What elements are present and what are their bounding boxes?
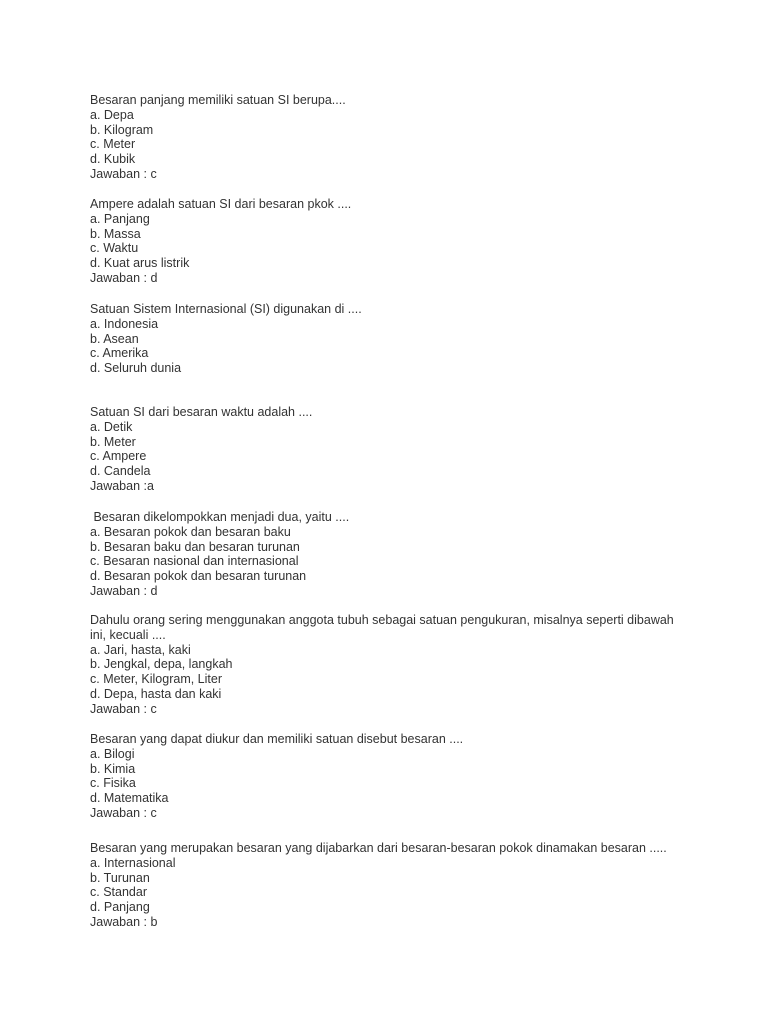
option-b: b. Asean [90, 331, 139, 346]
question-block-7 [90, 732, 750, 821]
question-text: Satuan SI dari besaran waktu adalah .... [90, 405, 313, 419]
option-a: a. Bilogi [90, 746, 135, 761]
option-a: a. Depa [90, 107, 134, 122]
option-a: a. Besaran pokok dan besaran baku [90, 524, 291, 539]
option-d: d. Panjang [90, 900, 150, 915]
option-c: c. Standar [90, 885, 147, 900]
question-text: Besaran panjang memiliki satuan SI berupa.... [90, 93, 346, 107]
question-text: Ampere adalah satuan SI dari besaran pkok .... [90, 197, 352, 211]
option-b: b. Kilogram [90, 122, 154, 137]
question-block-6 [90, 613, 750, 717]
option-d: d. Depa, hasta dan kaki [90, 686, 222, 701]
option-b: b. Jengkal, depa, langkah [90, 657, 233, 672]
option-c: c. Ampere [90, 449, 147, 464]
option-c: c. Meter [90, 137, 136, 152]
option-d: d. Matematika [90, 791, 169, 806]
answer-text: Jawaban : d [90, 270, 158, 285]
question-block-5 [90, 510, 750, 599]
answer-text: Jawaban : c [90, 701, 157, 716]
question-text: Dahulu orang sering menggunakan anggota tubuh sebagai satuan pengukuran, misalnya seperti dibawah [90, 613, 674, 627]
option-b: b. Turunan [90, 870, 150, 885]
option-d: d. Kubik [90, 152, 136, 167]
option-a: a. Jari, hasta, kaki [90, 642, 191, 657]
answer-text: Jawaban : d [90, 583, 158, 598]
option-c: c. Besaran nasional dan internasional [90, 554, 299, 569]
question-text: Besaran yang merupakan besaran yang dijabarkan dari besaran-besaran pokok dinamakan besaran ..... [90, 841, 667, 855]
question-block-1 [90, 93, 750, 182]
option-b: b. Meter [90, 434, 136, 449]
question-text: Besaran dikelompokkan menjadi dua, yaitu .... [90, 510, 350, 524]
option-d: d. Besaran pokok dan besaran turunan [90, 569, 307, 584]
option-d: d. Seluruh dunia [90, 361, 182, 376]
option-b: b. Kimia [90, 761, 136, 776]
option-a: a. Panjang [90, 211, 150, 226]
question-text-continued: ini, kecuali .... [90, 627, 166, 642]
answer-text: Jawaban : b [90, 914, 158, 929]
option-c: c. Waktu [90, 241, 139, 256]
answer-text: Jawaban : c [90, 166, 157, 181]
answer-text: Jawaban :a [90, 478, 154, 493]
answer-text: Jawaban : c [90, 805, 157, 820]
option-a: a. Indonesia [90, 316, 159, 331]
option-d: d. Kuat arus listrik [90, 256, 190, 271]
option-c: c. Meter, Kilogram, Liter [90, 672, 222, 687]
option-c: c. Amerika [90, 346, 149, 361]
question-text: Satuan Sistem Internasional (SI) digunakan di .... [90, 302, 362, 316]
question-text: Besaran yang dapat diukur dan memiliki satuan disebut besaran .... [90, 732, 464, 746]
option-c: c. Fisika [90, 776, 136, 791]
question-block-3 [90, 302, 750, 376]
question-block-4 [90, 405, 750, 494]
option-a: a. Detik [90, 419, 133, 434]
option-b: b. Massa [90, 226, 141, 241]
question-block-2 [90, 197, 750, 286]
option-d: d. Candela [90, 464, 151, 479]
option-b: b. Besaran baku dan besaran turunan [90, 539, 300, 554]
option-a: a. Internasional [90, 855, 176, 870]
question-block-8 [90, 841, 750, 930]
